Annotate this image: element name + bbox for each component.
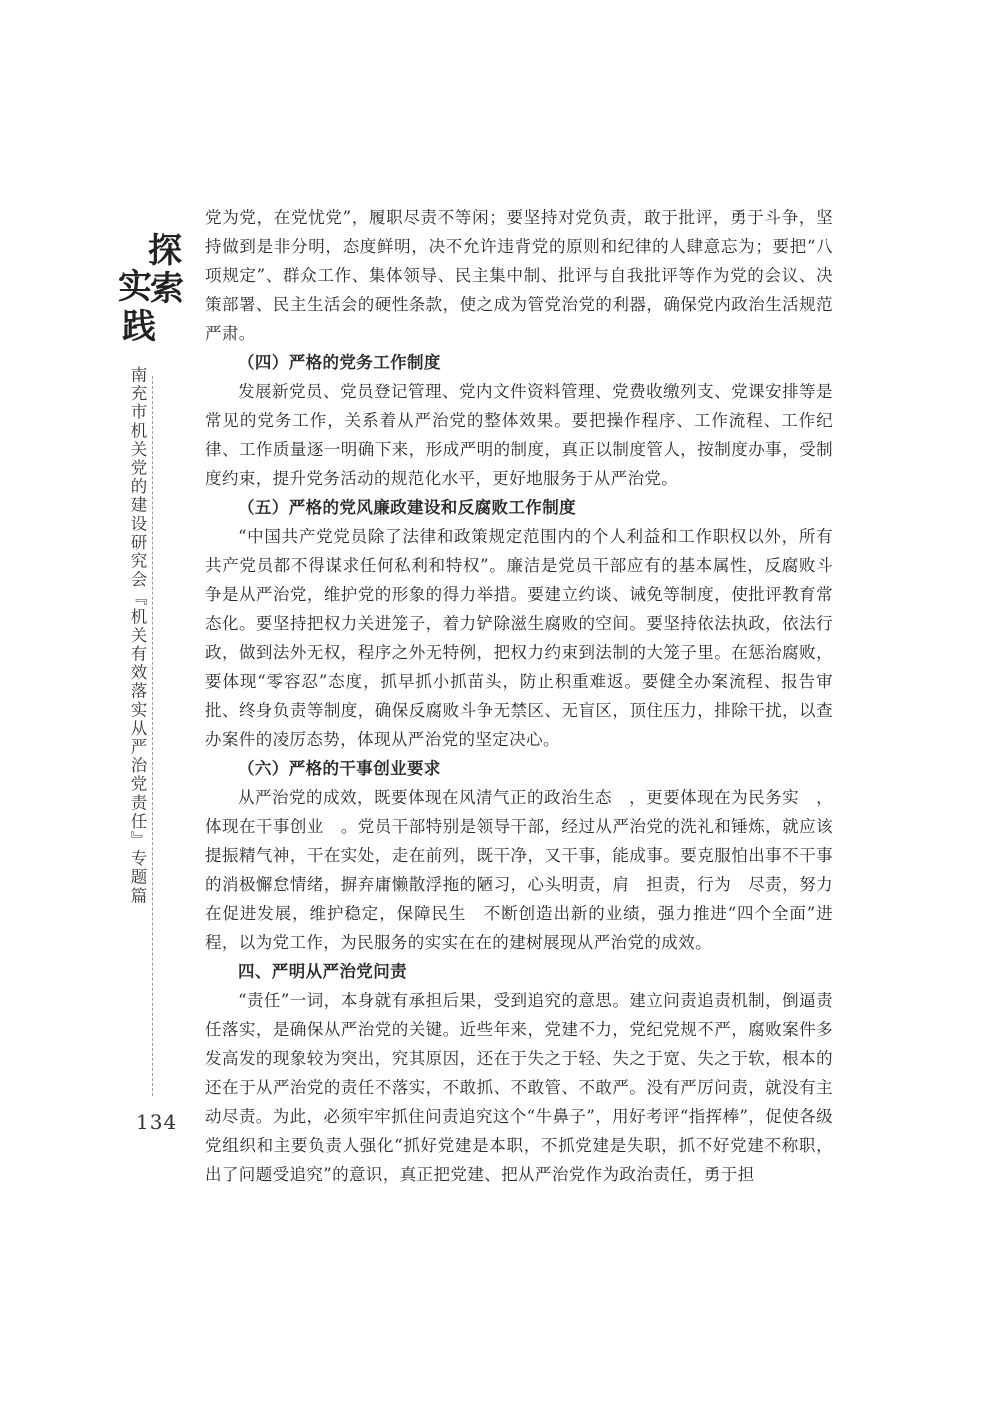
sidebar [108, 226, 183, 1146]
paragraph: 党为党，在党忧党”，履职尽责不等闲；要坚持对党负责，敢于批评，勇于斗争，坚持做到是非分明，态度鲜明，决不允许违背党的原则和纪律的人肆意忘为；要把“八项规定”、群众工作、集体领导、民主集中制、批评与自我批评等作为党的会议、决策部署、民主生活会的硬性条款，使之成为管党治党的利器，确保党内政治生活规范严肃。 [205, 208, 833, 343]
page-number: 134 [136, 1110, 178, 1134]
paragraph: 发展新党员、党员登记管理、党内文件资料管理、党费收缴列支、党课安排等是常见的党务工作，关系着从严治党的整体效果。要把操作程序、工作流程、工作纪律、工作质量逐一明确下来，形成严明的制度，真正以制度管人，按制度办事，受制度约束，提升党务活动的规范化水平，更好地服务于从严治党。 [205, 382, 833, 488]
paragraph: “责任”一词，本身就有承担后果，受到追究的意思。建立问责追责机制，倒逼责任落实，是确保从严治党的关键。近些年来，党建不力，党纪党规不严，腐败案件多发高发的现象较为突出，究其原因，还在于失之于轻、失之于宽、失之于软，根本的还在于从严治党的责任不落实，不敢抓、不敢管、不敢严。没有严厉问责，就没有主动尽责。为此，必须牢牢抓住问责追究这个“牛鼻子”，用好考评“指挥棒”，促使各级党组织和主要负责人强化“抓好党建是本职，不抓党建是失职，抓不好党建不称职，出了问题受追究”的意识，真正把党建、把从严治党作为政治责任，勇于担 [205, 991, 833, 1184]
article-body [205, 203, 833, 1189]
logo-char: 索 [150, 269, 184, 309]
column-title: 南充市机关党的建设研究会『机关有效落实从严治党责任』专题篇 [128, 366, 147, 906]
section-heading: （六）严格的干事创业要求 [238, 759, 441, 778]
logo-char: 践 [122, 307, 156, 347]
dashed-divider [152, 376, 153, 1096]
column-logo [114, 226, 184, 356]
logo-char: 实 [118, 267, 152, 307]
paragraph: “中国共产党党员除了法律和政策规定范围内的个人利益和工作职权以外，所有共产党员都不得谋求任何私利和特权”。廉洁是党员干部应有的基本属性，反腐败斗争是从严治党，维护党的形象的得力举措。要建立约谈、诫免等制度，使批评教育常态化。要坚持把权力关进笼子，着力铲除滋生腐败的空间。要坚持依法执政，依法行政，做到法外无权，程序之外无特例，把权力约束到法制的大笼子里。在惩治腐败，要体现“零容忍”态度，抓早抓小抓苗头，防止积重难返。要健全办案流程、报告审批、终身负责等制度，确保反腐败斗争无禁区、无盲区，顶住压力，排除干扰，以查办案件的凌厉态势，体现从严治党的坚定决心。 [205, 527, 833, 749]
paragraph: 从严治党的成效，既要体现在风清气正的政治生态 ，更要体现在为民务实 ，体现在干事创业 。党员干部特别是领导干部，经过从严治党的洗礼和锤炼，就应该提振精气神，干在实处，走在前列，既干净，又干事，能成事。要克服怕出事不干事的消极懈怠情绪，摒弃庸懒散浮拖的陋习，心头明责，肩 担责，行为 尽责，努力在促进发展，维护稳定，保障民生 不断创造出新的业绩，强力推进“四个全面”进程，以为党工作，为民服务的实实在在的建树展现从严治党的成效。 [205, 788, 833, 952]
section-heading: 四、严明从严治党问责 [238, 962, 407, 981]
section-heading: （四）严格的党务工作制度 [238, 353, 441, 372]
section-heading: （五）严格的党风廉政建设和反腐败工作制度 [238, 498, 576, 517]
logo-char: 探 [148, 231, 182, 271]
